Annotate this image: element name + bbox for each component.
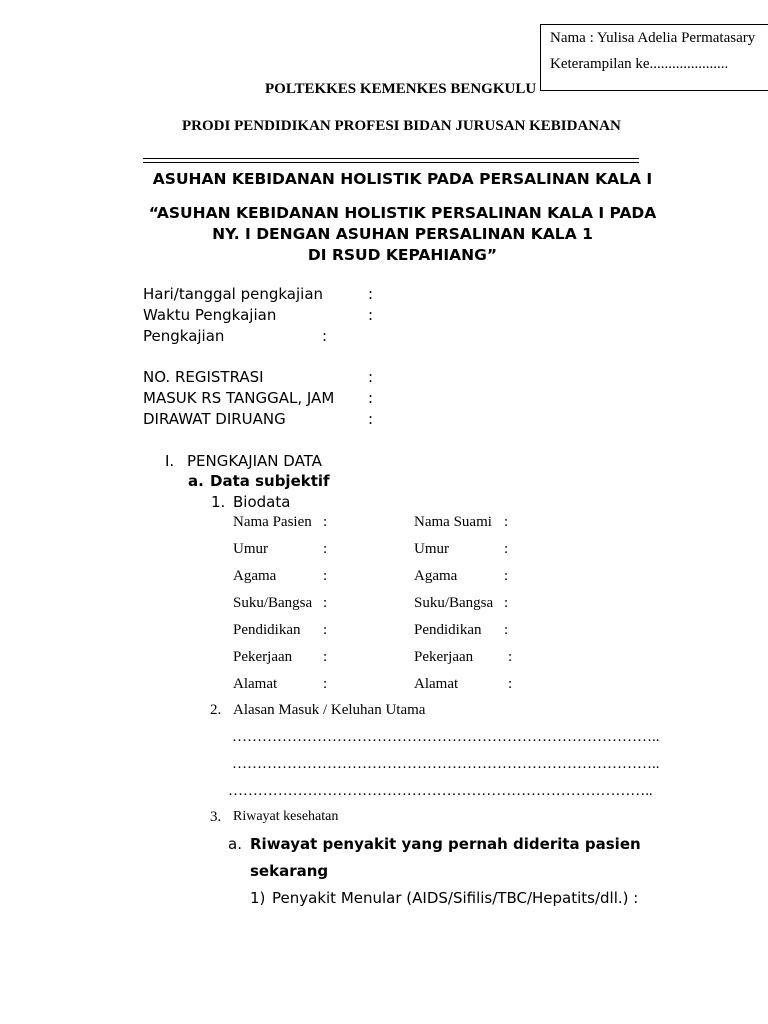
field-label-pengkajian: Pengkajian [143, 327, 225, 345]
biodata-patient-label: Suku/Bangsa [233, 595, 313, 611]
field-colon: : [368, 368, 374, 386]
biodata-husband-label: Agama [414, 568, 458, 584]
biodata-patient-label: Umur [233, 541, 268, 557]
field-label-registrasi: NO. REGISTRASI [143, 368, 264, 386]
biodata-colon: : [323, 622, 328, 638]
case-title-line3: DI RSUD KEPAHIANG” [307, 246, 498, 264]
field-label-hari-tanggal: Hari/tanggal pengkajian [143, 285, 324, 303]
subsection-letter: a. [188, 472, 204, 490]
institution-heading: POLTEKKES KEMENKES BENGKULU [265, 81, 537, 97]
field-colon: : [368, 285, 374, 303]
field-label-waktu: Waktu Pengkajian [143, 306, 277, 324]
biodata-colon: : [508, 676, 513, 692]
biodata-husband-label: Nama Suami [414, 514, 492, 530]
item-title-biodata: Biodata [233, 493, 291, 511]
field-colon: : [368, 410, 374, 428]
biodata-colon: : [323, 676, 328, 692]
biodata-colon: : [504, 622, 509, 638]
student-name: Nama : Yulisa Adelia Permatasary [550, 30, 756, 46]
item-number: 3. [210, 809, 222, 825]
biodata-colon: : [504, 595, 509, 611]
case-title-line2: NY. I DENGAN ASUHAN PERSALINAN KALA 1 [212, 225, 593, 243]
biodata-colon: : [323, 595, 328, 611]
subsection-title: Data subjektif [210, 472, 330, 490]
sub-item-number: 1) [250, 889, 266, 907]
biodata-patient-label: Pekerjaan [233, 649, 293, 665]
biodata-colon: : [504, 541, 509, 557]
item-title-riwayat: Riwayat kesehatan [233, 809, 339, 824]
subsection-letter: a. [228, 835, 242, 853]
biodata-patient-label: Alamat [233, 676, 278, 692]
biodata-colon: : [508, 649, 513, 665]
biodata-husband-label: Umur [414, 541, 449, 557]
section-title: PENGKAJIAN DATA [187, 452, 322, 470]
sub-item-penyakit-menular: Penyakit Menular (AIDS/Sifilis/TBC/Hepatits/dll.) : [272, 889, 639, 907]
document-title: ASUHAN KEBIDANAN HOLISTIK PADA PERSALINAN KALA I [152, 170, 653, 188]
fill-in-dots: ………………………………………………………………………….. [232, 729, 660, 745]
section-number: I. [165, 452, 175, 470]
field-colon: : [368, 306, 374, 324]
biodata-colon: : [323, 649, 328, 665]
field-label-dirawat: DIRAWAT DIRUANG [143, 410, 286, 428]
header-rule-top [143, 158, 639, 159]
biodata-colon: : [323, 568, 328, 584]
biodata-colon: : [504, 514, 509, 530]
biodata-husband-label: Pendidikan [414, 622, 482, 638]
biodata-husband-label: Suku/Bangsa [414, 595, 494, 611]
biodata-colon: : [504, 568, 509, 584]
biodata-colon: : [323, 514, 328, 530]
skill-number: Keterampilan ke..................... [550, 56, 729, 72]
case-title-line1: “ASUHAN KEBIDANAN HOLISTIK PERSALINAN KALA I PADA [148, 204, 657, 222]
fill-in-dots: ………………………………………………………………………….. [228, 783, 653, 799]
field-colon: : [368, 389, 374, 407]
program-heading: PRODI PENDIDIKAN PROFESI BIDAN JURUSAN KEBIDANAN [182, 118, 621, 134]
item-title-keluhan: Alasan Masuk / Keluhan Utama [233, 702, 426, 718]
header-rule-bottom [143, 162, 639, 163]
item-number: 2. [210, 702, 222, 718]
fill-in-dots: ………………………………………………………………………….. [232, 756, 660, 772]
field-label-masuk-rs: MASUK RS TANGGAL, JAM [143, 389, 335, 407]
biodata-colon: : [323, 541, 328, 557]
field-colon: : [322, 327, 328, 345]
biodata-patient-label: Pendidikan [233, 622, 301, 638]
biodata-husband-label: Alamat [414, 676, 459, 692]
biodata-husband-label: Pekerjaan [414, 649, 474, 665]
item-number: 1. [211, 493, 226, 511]
biodata-patient-label: Agama [233, 568, 277, 584]
subsection-title-line1: Riwayat penyakit yang pernah diderita pasien [250, 835, 641, 853]
subsection-title-line2: sekarang [250, 862, 329, 880]
student-name-box [540, 24, 768, 91]
biodata-patient-label: Nama Pasien [233, 514, 312, 530]
